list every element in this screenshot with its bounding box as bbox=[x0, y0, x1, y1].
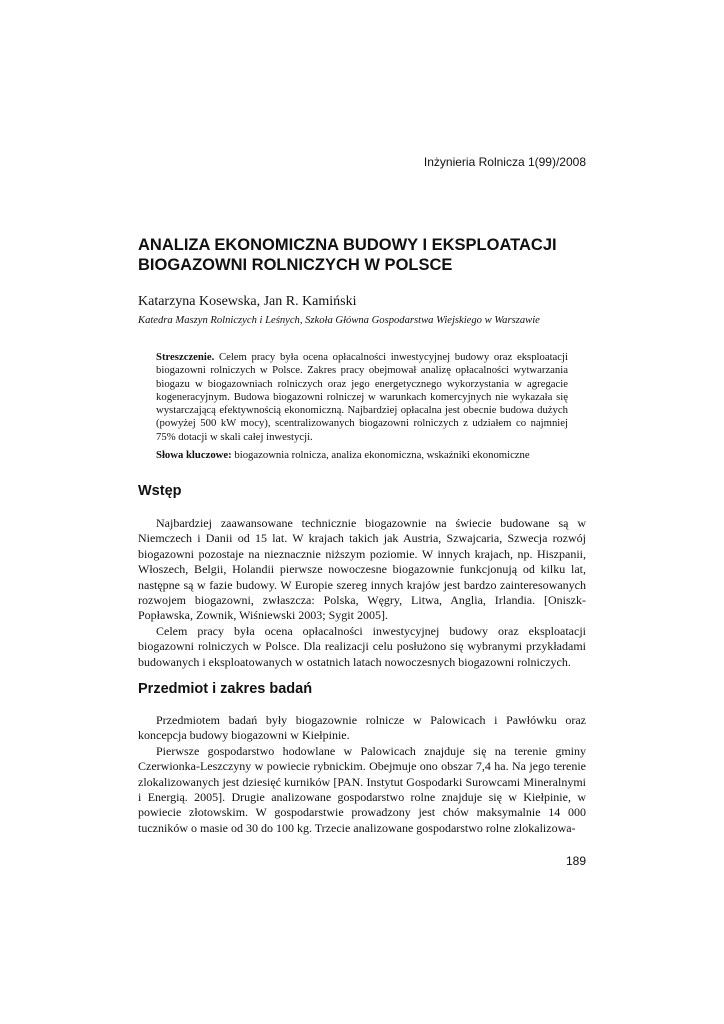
article-title bbox=[138, 235, 608, 275]
section-intro-body bbox=[138, 516, 586, 670]
page-number: 189 bbox=[565, 854, 586, 868]
keywords-text: biogazownia rolnicza, analiza ekonomiczna, wskaźniki ekonomiczne bbox=[231, 449, 530, 461]
section-heading-intro: Wstęp bbox=[138, 483, 182, 499]
keywords bbox=[156, 449, 576, 461]
abstract bbox=[156, 351, 568, 444]
paragraph: Celem pracy była ocena opłacalności inwestycyjnej budowy oraz eksploatacji biogazowni rolniczych w Polsce. Dla realizacji celu posłużono się wybranymi przykładami budowanych i eksploatowanych w ostatnich latach nowoczesnych biogazowni rolniczych. bbox=[138, 623, 586, 669]
title-line-2: BIOGAZOWNI ROLNICZYCH W POLSCE bbox=[138, 256, 453, 274]
journal-header: Inżynieria Rolnicza 1(99)/2008 bbox=[423, 155, 586, 169]
abstract-label: Streszczenie. bbox=[156, 351, 215, 363]
paragraph: Najbardziej zaawansowane technicznie biogazownie na świecie budowane są w Niemczech i Danii od 15 lat. W krajach takich jak Austria, Szwajcaria, Szwecja rozwój biogazowni pozostaje na nieznacznie niższym poziomie. W innych krajach, np. Hiszpanii, Włoszech, Belgii, Holandii pierwsze nowoczesne biogazownie funkcjonują od kilku lat, następne są w fazie budowy. W Europie szereg innych krajów jest bardzo zainteresowanych rozwojem biogazowni, zwłaszcza: Polska, Węgry, Litwa, Anglia, Irlandia. [Oniszk-Popławska, Zownik, Wiśniewski 2003; Sygit 2005]. bbox=[138, 516, 586, 623]
affiliation: Katedra Maszyn Rolniczych i Leśnych, Szkoła Główna Gospodarstwa Wiejskiego w Warszawie bbox=[138, 315, 540, 326]
authors: Katarzyna Kosewska, Jan R. Kamiński bbox=[138, 294, 357, 309]
keywords-label: Słowa kluczowe: bbox=[156, 449, 232, 461]
section-scope-body bbox=[138, 713, 586, 836]
paragraph: Przedmiotem badań były biogazownie rolnicze w Palowicach i Pawłówku oraz koncepcja budowy biogazowni w Kiełpinie. bbox=[138, 713, 586, 743]
section-heading-scope: Przedmiot i zakres badań bbox=[138, 681, 313, 697]
paragraph: Pierwsze gospodarstwo hodowlane w Palowicach znajduje się na terenie gminy Czerwionka-Leszczyny w powiecie rybnickim. Obejmuje ono obszar 7,4 ha. Na jego terenie zlokalizowanych jest dziesięć kurników [PAN. Instytut Gospodarki Surowcami Mineralnymi i Energią. 2005]. Drugie analizowane gospodarstwo rolne znajduje się w Kiełpinie, w powiecie złotowskim. W gospodarstwie prowadzony jest chów maksymalnie 14 000 tuczników o masie od 30 do 100 kg. Trzecie analizowane gospodarstwo rolne zlokalizowa- bbox=[138, 743, 586, 835]
abstract-text: Celem pracy była ocena opłacalności inwestycyjnej budowy oraz eksploatacji biogazowni rolniczych w Polsce. Zakres pracy obejmował analizę opłacalności wytwarzania biogazu w biogazowniach rolniczych oraz jego energetycznego wykorzystania w agregacie kogeneracyjnym. Budowa biogazowni rolniczej w warunkach komercyjnych nie wykazała się wystarczającą efektywnością ekonomiczną. Najbardziej opłacalna jest obecnie budowa dużych (powyżej 500 kW mocy), scentralizowanych biogazowni rolniczych z udziałem co najmniej 75% dotacji w skali całej inwestycji. bbox=[156, 351, 568, 443]
title-line-1: ANALIZA EKONOMICZNA BUDOWY I EKSPLOATACJI bbox=[138, 236, 557, 254]
